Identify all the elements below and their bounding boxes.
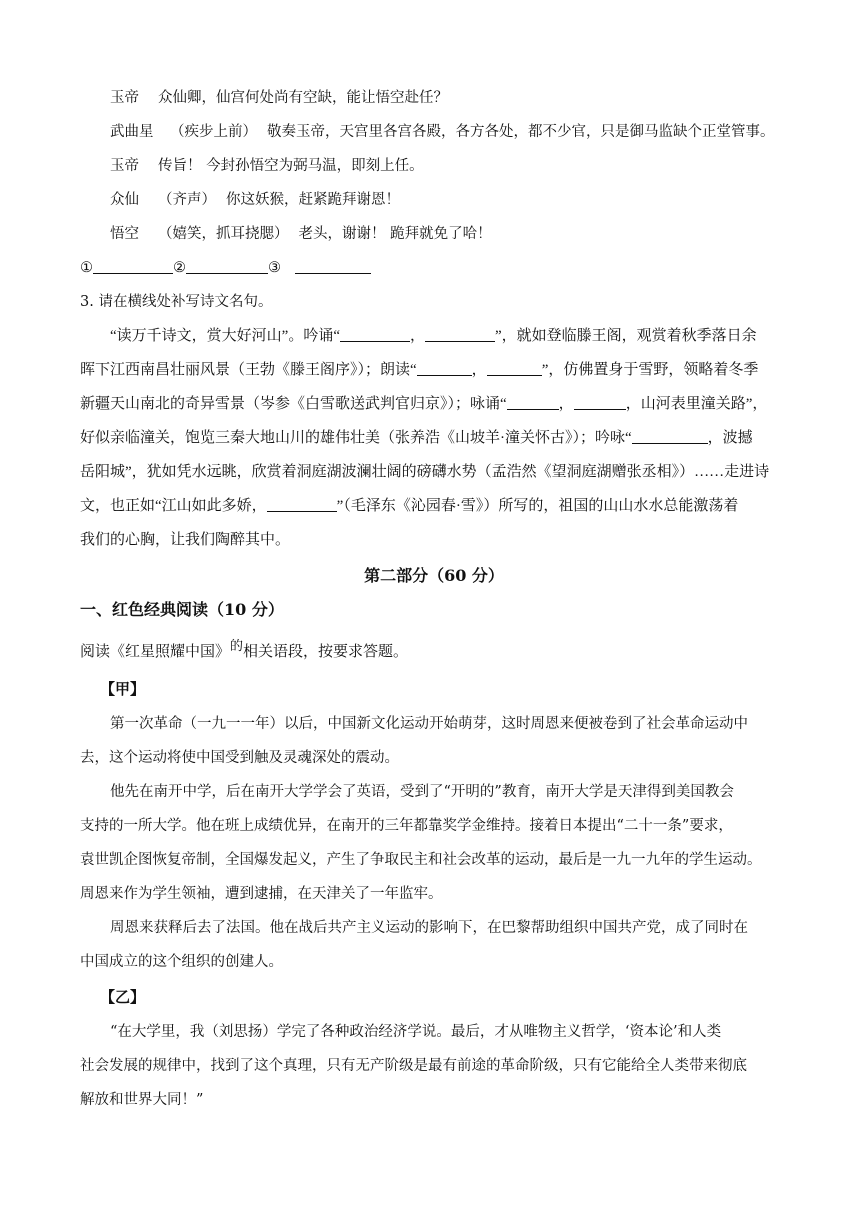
play-line-2 (110, 122, 775, 142)
yi-line-1: “在大学里，我（刘思扬）学完了各种政治经济学说。最后，才从唯物主义哲学，‘资本论’和人类 (110, 1024, 722, 1040)
jia-p3-line-1: 周恩来获释后去了法国。他在战后共产主义运动的影响下，在巴黎帮助组织中国共产党，成了同时在 (110, 920, 748, 936)
q3-line-5: 岳阳城”，犹如凭水远眺，欣赏着洞庭湖波澜壮阔的磅礴水势（孟浩然《望洞庭湖赠张丞相》）……走进诗 (80, 464, 770, 480)
marker-1: ① (80, 260, 93, 276)
part-two-title: 第二部分（60 分） (364, 566, 504, 585)
intro-text: 相关语段，按要求答题。 (243, 644, 409, 660)
poem-blank[interactable] (340, 327, 410, 342)
answer-blank-2[interactable] (186, 259, 268, 274)
answer-blanks-line (80, 258, 371, 278)
speaker: 玉帝 (110, 90, 139, 106)
intro-text: 阅读《红星照耀中国》 (80, 644, 231, 660)
jia-p1-line-1: 第一次革命（一九一一年）以后，中国新文化运动开始萌芽，这时周恩来便被卷到了社会革命运动中 (110, 716, 748, 732)
speaker: 众仙 (110, 192, 139, 208)
reading-intro (80, 638, 409, 662)
q3-text: 文，也正如“江山如此多娇， (80, 498, 267, 514)
speech: 老头，谢谢！ 跪拜就免了哈！ (298, 226, 492, 242)
q3-line-6 (80, 496, 738, 516)
q3-line-2 (80, 360, 758, 380)
speech: 众仙卿，仙宫何处尚有空缺，能让悟空赴任？ (158, 90, 448, 106)
q3-line-3 (80, 394, 767, 414)
comma: ， (558, 396, 574, 412)
q3-line-7: 我们的心胸，让我们陶醉其中。 (80, 532, 291, 548)
superscript: 的 (230, 638, 244, 653)
poem-blank[interactable] (267, 497, 337, 512)
q3-text: ”，仿佛置身于雪野，领略着冬季 (541, 362, 759, 378)
q3-text: ”，就如登临滕王阁，观赏着秋季落日余 (495, 328, 757, 344)
q3-text: ”（毛泽东《沁园春·雪》）所写的，祖国的山山水水总能激荡着 (336, 498, 739, 514)
poem-blank[interactable] (487, 361, 542, 376)
comma: ， (471, 362, 487, 378)
stage-direction: （齐声） (158, 192, 216, 208)
jia-p1-line-2: 去，这个运动将使中国受到触及灵魂深处的震动。 (80, 750, 399, 766)
speaker: 悟空 (110, 226, 139, 242)
speech: 敬奏玉帝，天宫里各宫各殿，各方各处，都不少官，只是御马监缺个正堂管事。 (267, 124, 775, 140)
q3-text: ，波撼 (707, 430, 753, 446)
q3-line-1 (110, 326, 757, 346)
q3-text: 好似亲临潼关，饱览三秦大地山川的雄伟壮美（张养浩《山坡羊·潼关怀古》）；吟咏“ (80, 430, 632, 446)
speech: 你这妖猴，赶紧跪拜谢恩！ (226, 192, 400, 208)
play-line-3 (110, 156, 424, 176)
jia-p2-line-3: 袁世凯企图恢复帝制，全国爆发起义，产生了争取民主和社会改革的运动，最后是一九一九年的学生运动。 (80, 852, 762, 868)
poem-blank[interactable] (574, 395, 626, 410)
play-line-5 (110, 224, 492, 244)
jia-p2-line-1: 他先在南开中学，后在南开大学学会了英语，受到了“开明的”教育，南开大学是天津得到美国教会 (110, 784, 734, 800)
q3-text: ，山河表里潼关路”， (625, 396, 768, 412)
stage-direction: （疾步上前） (170, 124, 257, 140)
play-line-4 (110, 190, 400, 210)
poem-blank[interactable] (417, 361, 472, 376)
q3-line-4 (80, 428, 753, 448)
q3-title: 3. 请在横线处补写诗文名句。 (80, 294, 273, 310)
stage-direction: （嬉笑，抓耳挠腮） (158, 226, 289, 242)
q3-text: 晖下江西南昌壮丽风景（王勃《滕王阁序》）；朗读“ (80, 362, 417, 378)
answer-blank-1[interactable] (93, 259, 173, 274)
passage-yi-label: 【乙】 (100, 990, 146, 1006)
yi-line-3: 解放和世界大同！” (80, 1092, 204, 1108)
q3-text: “读万千诗文，赏大好河山”。吟诵“ (110, 328, 340, 344)
jia-p2-line-2: 支持的一所大学。他在班上成绩优异，在南开的三年都靠奖学金维持。接着日本提出“二十一条”要求， (80, 818, 733, 834)
jia-p3-line-2: 中国成立的这个组织的创建人。 (80, 954, 283, 970)
speaker: 玉帝 (110, 158, 139, 174)
answer-blank-3[interactable] (295, 259, 371, 274)
speaker: 武曲星 (110, 124, 154, 140)
section-one-title: 一、红色经典阅读（10 分） (80, 600, 284, 619)
marker-2: ② (173, 260, 186, 276)
speech: 传旨！ 今封孙悟空为弼马温，即刻上任。 (158, 158, 424, 174)
comma: ， (409, 328, 425, 344)
jia-p2-line-4: 周恩来作为学生领袖，遭到逮捕，在天津关了一年监牢。 (80, 886, 443, 902)
passage-jia-label: 【甲】 (100, 682, 146, 698)
poem-blank[interactable] (507, 395, 559, 410)
poem-blank[interactable] (632, 429, 708, 444)
marker-3: ③ (268, 260, 281, 276)
play-line-1 (110, 88, 448, 108)
poem-blank[interactable] (425, 327, 495, 342)
yi-line-2: 社会发展的规律中，找到了这个真理，只有无产阶级是最有前途的革命阶级，只有它能给全人类带来彻底 (80, 1058, 747, 1074)
q3-text: 新疆天山南北的奇异雪景（岑参《白雪歌送武判官归京》）；咏诵“ (80, 396, 507, 412)
